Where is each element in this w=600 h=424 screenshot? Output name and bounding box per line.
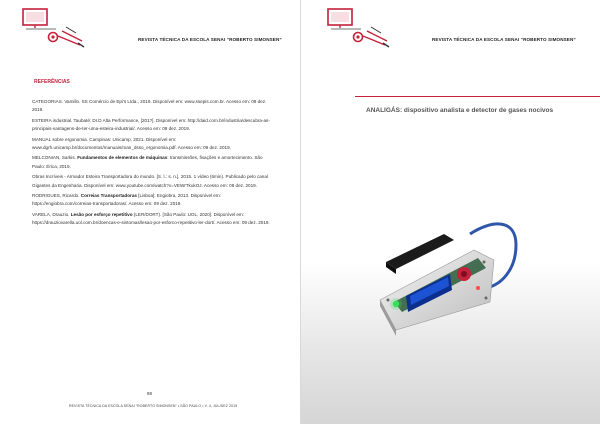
magazine-logo	[22, 7, 92, 51]
header-title: REVISTA TÉCNICA DA ESCOLA SENAI “ROBERTO SIMONSEN”	[138, 37, 282, 42]
reference-item: RODRIGUES, Ricardo. Correias Transportadoras [Lisboa]: Engiobra, 2013. Disponível em: https://engiobra.com/correias-transportadoras/. Acesso em: 09 dez. 2019.	[32, 193, 221, 207]
reference-item: Obras Incríveis - Armador Esteira Transportadora do mundo. [S. l.: s. n.], 2015. 1 vídeo (6min). Publicado pelo canal Gigantes da Engenharia. Disponível em: www.youtube.com/watch?v=VEWrTkukOJ. Acesso em: 09 dez. 2019.	[32, 174, 268, 188]
figure-caption: ANALIGÁS: dispositivo analista e detector de gases nocivos	[366, 107, 554, 114]
accent-divider	[355, 96, 600, 97]
page-number: 98	[147, 391, 152, 396]
references-list	[32, 98, 272, 230]
header-title: REVISTA TÉCNICA DA ESCOLA SENAI “ROBERTO SIMONSEN”	[432, 37, 576, 42]
device-photo	[366, 190, 526, 340]
references-heading: REFERÊNCIAS	[34, 79, 70, 85]
reference-item: ESTEIRA industrial. Taubaté: DI.D Alta Performance, [201?]. Disponível em: http://daid.com.br/industria/descubra-as-principais-vantagens-de-ter-uma-esteira-industrial/. Acesso em: 09 dez. 2019.	[32, 117, 270, 132]
reference-item: CATEGORIAS. Vamillo. SS Comércio de Epi's Ltda., 2019. Disponível em: www.ssepis.com.br. Acesso em: 09 dez. 2019.	[32, 99, 267, 113]
page-footer: REVISTA TÉCNICA DA ESCOLA SENAI “ROBERTO SIMONSEN” • SÃO PAULO • V. 4, JUL/DEZ 2019	[69, 404, 238, 408]
right-page	[301, 0, 600, 424]
reference-item: MELCONIAN, Sarkis. Fundamentos de elementos de máquinas: transmissões, fixações e amortecimento. São Paulo: Érica, 2019.	[32, 155, 263, 169]
reference-item: VARELA, Drauzio. Lesão por esforço repetitivo (LER/DORT). [São Paulo: UOL, 2020]. Disponível em: https://drauziovarella.uol.com.br/doencas-e-sintomas/lesao-por-esforco-repetitivo-ler-dort/. Acesso em: 09 dez. 2019.	[32, 211, 270, 226]
reference-item: MANUAL sobre ergonomia. Campinas: Unicamp, 2021. Disponível em: www.dgrh.unicamp.br/documentos/manuais/man_dsso_ergonomia.pdf. Acesso em: 09 dez. 2019.	[32, 136, 231, 151]
magazine-logo	[327, 7, 397, 51]
